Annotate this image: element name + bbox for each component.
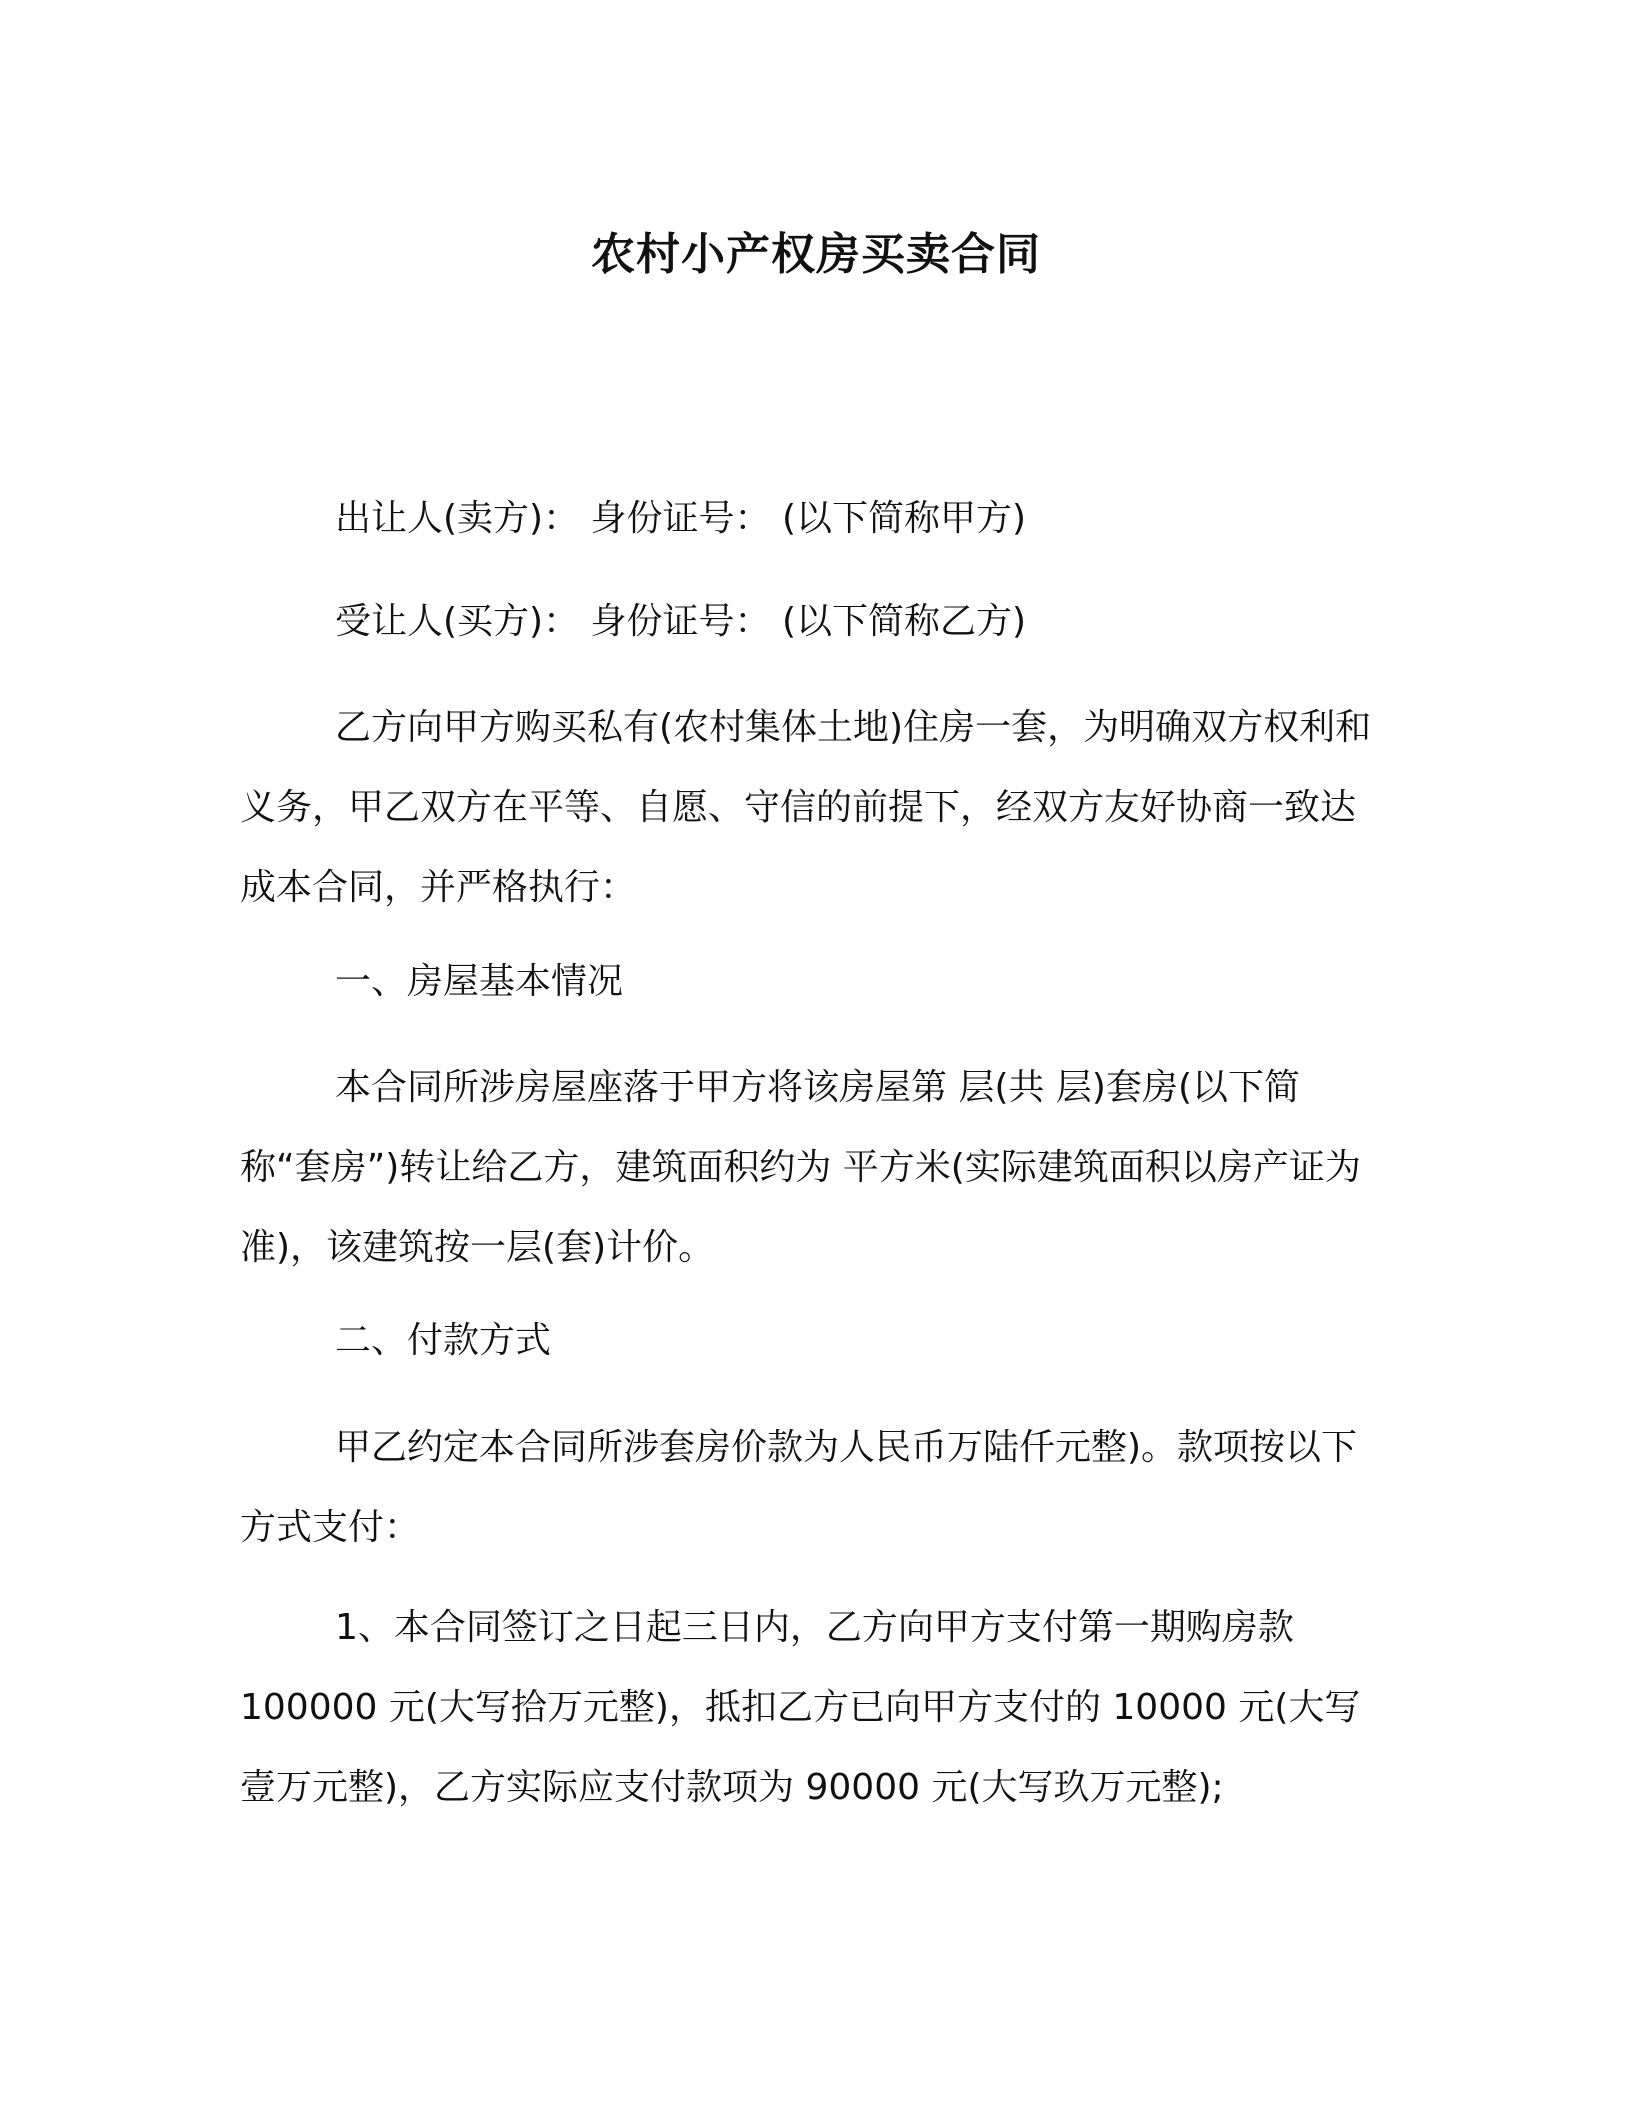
section2-heading: 二、付款方式	[335, 1320, 552, 1361]
section1-heading: 一、房屋基本情况	[335, 961, 624, 1002]
seller-line: 出让人(卖方)： 身份证号： (以下简称甲方)	[335, 498, 1027, 539]
clause1-paragraph: 1、本合同签订之日起三日内，乙方向甲方支付第一期购房款100000 元(大写拾万元整)，抵扣乙方已向甲方支付的 10000 元(大写壹万元整)，乙方实际应支付款项为 90000 元(大写玖万元整);	[240, 1607, 1361, 1808]
section2-paragraph: 甲乙约定本合同所涉套房价款为人民币万陆仟元整)。款项按以下方式支付：	[240, 1427, 1358, 1548]
buyer-line: 受让人(买方)： 身份证号： (以下简称乙方)	[335, 601, 1027, 642]
intro-paragraph: 乙方向甲方购买私有(农村集体土地)住房一套，为明确双方权利和义务，甲乙双方在平等、自愿、守信的前提下，经双方友好协商一致达成本合同，并严格执行：	[240, 707, 1372, 908]
section1-paragraph: 本合同所涉房屋座落于甲方将该房屋第 层(共 层)套房(以下简称“套房”)转让给乙方，建筑面积约为 平方米(实际建筑面积以房产证为准)，该建筑按一层(套)计价。	[240, 1067, 1361, 1268]
document-title: 农村小产权房买卖合同	[591, 229, 1041, 280]
